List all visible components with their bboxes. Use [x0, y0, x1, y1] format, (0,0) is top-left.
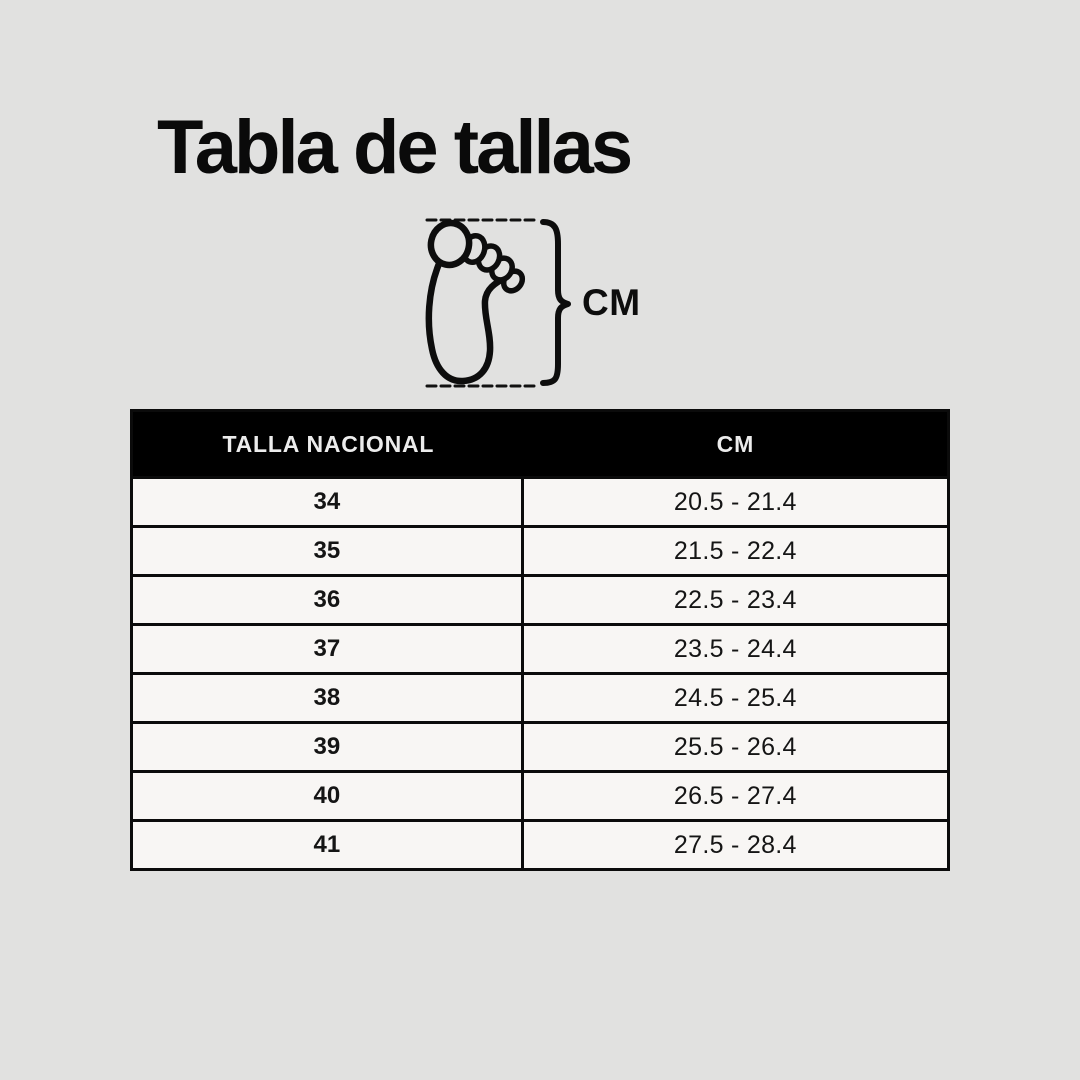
table-row [133, 770, 947, 819]
table-body [133, 476, 947, 868]
table-row [133, 574, 947, 623]
cm-cell: 23.5 - 24.4 [673, 634, 797, 663]
table-row [133, 476, 947, 525]
table-row [133, 721, 947, 770]
header-cell-talla-nacional: TALLA NACIONAL [222, 430, 435, 457]
header-cell-cm: CM [716, 430, 755, 457]
cm-cell: 25.5 - 26.4 [673, 732, 797, 761]
table-row [133, 672, 947, 721]
cm-cell: 20.5 - 21.4 [673, 487, 797, 516]
measure-brace-icon [543, 222, 568, 383]
size-cell: 34 [133, 479, 524, 525]
size-cell: 38 [133, 675, 524, 721]
size-cell: 36 [133, 577, 524, 623]
cm-cell: 24.5 - 25.4 [673, 683, 797, 712]
table-row [133, 623, 947, 672]
table-row [133, 525, 947, 574]
size-cell: 37 [133, 626, 524, 672]
table-header [133, 412, 947, 476]
unit-label: CM [582, 282, 641, 323]
cm-cell: 26.5 - 27.4 [673, 781, 797, 810]
table-row [133, 819, 947, 868]
size-cell: 39 [133, 724, 524, 770]
cm-cell: 22.5 - 23.4 [673, 585, 797, 614]
size-cell: 40 [133, 773, 524, 819]
page-title: Tabla de tallas [157, 105, 631, 190]
size-cell: 35 [133, 528, 524, 574]
cm-cell: 27.5 - 28.4 [673, 830, 797, 859]
size-table [130, 409, 950, 871]
foot-icon [427, 220, 526, 382]
size-cell: 41 [133, 822, 524, 868]
cm-cell: 21.5 - 22.4 [673, 536, 797, 565]
